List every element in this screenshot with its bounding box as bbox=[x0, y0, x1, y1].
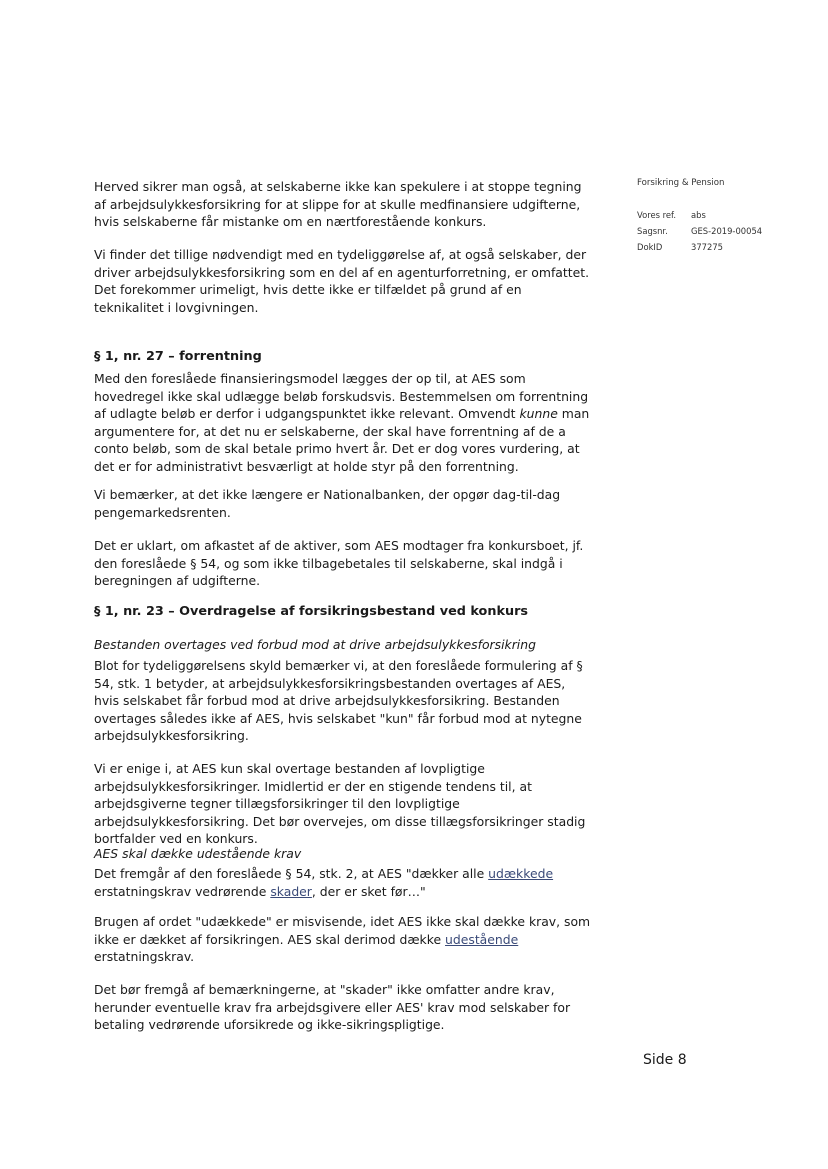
paragraph-9: Brugen af ordet "udækkede" er misvisende, idet AES ikke skal dække krav, som ikke er dækket af forsikringen. AES skal derimod dække udestående erstatningskrav. bbox=[94, 914, 591, 965]
paragraph-6: Blot for tydeliggørelsens skyld bemærker vi, at den foreslåede formulering af § 54, stk. 1 betyder, at arbejdsulykkesforsikringsbestanden overtages af AES, hvis selskabet får forbud mod at drive arbejdsulykkesforsikring. Bestanden overtages således ikke af AES, hvis selskabet "kun" får forbud mod at nytegne arbejdsulykkesforsikring. bbox=[94, 658, 583, 744]
page-number: Side 8 bbox=[643, 1052, 687, 1068]
paragraph-7: Vi er enige i, at AES kun skal overtage bestanden af lovpligtige arbejdsulykkesforsikringer. Imidlertid er der en stigende tendens til, at arbejdsgiverne tegner tillægsforsikringer til den lovpligtige arbejdsulykkesforsikring. Det bør overvejes, om disse tillægsforsikringer stadig bortfalder ved en konkurs. bbox=[94, 761, 586, 847]
paragraph-3-text-b: man argumentere for, at det nu er selskaberne, der skal have forrentning af de a conto beløb, som de skal betale primo hvert år. Det er dog vores vurdering, at det er for administrativt besværligt at holde styr på den forrentning. bbox=[94, 406, 590, 474]
ref-label: Vores ref. bbox=[637, 210, 677, 220]
organization-name: Forsikring & Pension bbox=[637, 178, 725, 188]
section-heading-forrentning: § 1, nr. 27 – forrentning bbox=[94, 349, 262, 364]
paragraph-1: Herved sikrer man også, at selskaberne ikke kan spekulere i at stoppe tegning af arbejdsulykkesforsikring for at slippe for at skulle medfinansiere udgifterne, hvis selskaberne får mistanke om en nærtforestående konkurs. bbox=[94, 179, 582, 230]
paragraph-10: Det bør fremgå af bemærkningerne, at "skader" ikke omfatter andre krav, herunder eventuelle krav fra arbejdsgivere eller AES' krav mod selskaber for betaling vedrørende uforsikrede og ikke-sikringspligtige. bbox=[94, 982, 571, 1033]
docid-label: DokID bbox=[637, 242, 663, 252]
subheading-bestanden: Bestanden overtages ved forbud mod at drive arbejdsulykkesforsikring bbox=[94, 637, 536, 652]
paragraph-3-text-a: Med den foreslåede finansieringsmodel lægges der op til, at AES som hovedregel ikke skal udlægge beløb forskudsvis. Bestemmelsen om forrentning af udlagte beløb er derfor i udgangspunktet ikke relevant. Omvendt bbox=[94, 371, 589, 422]
paragraph-8: Det fremgår af den foreslåede § 54, stk. 2, at AES "dækker alle udækkede erstatningskrav vedrørende skader, der er sket før…" bbox=[94, 866, 554, 899]
underlined-skader: skader bbox=[270, 883, 312, 899]
subheading-udestaaende: AES skal dække udestående krav bbox=[94, 846, 302, 861]
underlined-udestaaende: udestående bbox=[445, 931, 519, 947]
paragraph-4: Vi bemærker, at det ikke længere er Nationalbanken, der opgør dag-til-dag pengemarkedsrenten. bbox=[94, 487, 561, 520]
section-heading-overdragelse: § 1, nr. 23 – Overdragelse af forsikringsbestand ved konkurs bbox=[94, 604, 529, 619]
paragraph-5: Det er uklart, om afkastet af de aktiver, som AES modtager fra konkursboet, jf. den foreslåede § 54, og som ikke tilbagebetales til selskaberne, skal indgå i beregningen af udgifterne. bbox=[94, 538, 584, 589]
case-value: GES-2019-00054 bbox=[691, 226, 763, 236]
docid-value: 377275 bbox=[691, 242, 723, 252]
paragraph-2: Vi finder det tillige nødvendigt med en tydeliggørelse af, at også selskaber, der driver arbejdsulykkesforsikring som en del af en agenturforretning, er omfattet. Det forekommer urimeligt, hvis dette ikke er tilfældet på grund af en teknikalitet i lovgivningen. bbox=[94, 247, 590, 315]
paragraph-3-emphasis: kunne bbox=[519, 406, 558, 422]
ref-value: abs bbox=[691, 210, 706, 220]
paragraph-3 bbox=[94, 370, 594, 476]
underlined-udaekkede: udækkede bbox=[488, 866, 554, 881]
case-label: Sagsnr. bbox=[637, 226, 668, 236]
